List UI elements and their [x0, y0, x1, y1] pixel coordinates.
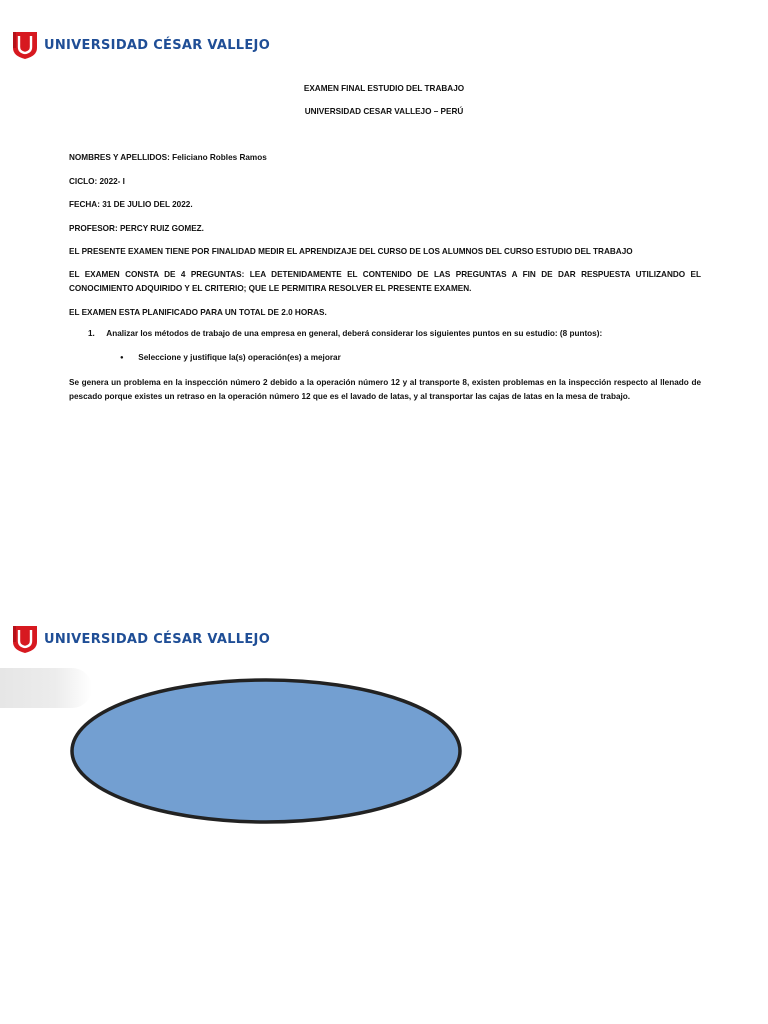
- question-text: Analizar los métodos de trabajo de una empresa en general, deberá considerar los siguientes puntos en su estudio: (8 puntos):: [106, 329, 603, 338]
- exam-subtitle: UNIVERSIDAD CESAR VALLEJO – PERÚ: [304, 107, 464, 116]
- university-logo-page-2: [12, 624, 270, 654]
- bullet-icon: ●: [120, 355, 124, 361]
- exam-duration: EL EXAMEN ESTA PLANIFICADO PARA UN TOTAL DE 2.0 HORAS.: [69, 308, 327, 317]
- question-number: 1.: [88, 329, 95, 338]
- question-1-bullet: [120, 353, 341, 362]
- blue-ellipse-shape: [68, 676, 464, 826]
- exam-instructions: EL EXAMEN CONSTA DE 4 PREGUNTAS: LEA DETENIDAMENTE EL CONTENIDO DE LAS PREGUNTAS A FIN DE DAR RESPUESTA UTILIZANDO EL CONOCIMIENTO ADQUIRIDO Y EL CRITERIO; QUE LE PERMITIRA RESOLVER EL PRESENTE EXAMEN.: [69, 270, 701, 293]
- logo-text: UNIVERSIDAD CÉSAR VALLEJO: [44, 631, 271, 647]
- university-logo: [12, 30, 270, 60]
- answer-text: Se genera un problema en la inspección número 2 debido a la operación número 12 y al transporte 8, existen problemas en la inspección respecto al llenado de pescado porque existes un retraso en la operación número 12 que es el lavado de latas, y al transportar las cajas de latas en la mesa de trabajo.: [69, 378, 701, 401]
- student-name: NOMBRES Y APELLIDOS: Feliciano Robles Ramos: [69, 153, 267, 162]
- exam-title: EXAMEN FINAL ESTUDIO DEL TRABAJO: [303, 84, 465, 93]
- question-1: [88, 329, 602, 338]
- cycle: CICLO: 2022- I: [69, 177, 125, 186]
- exam-date: FECHA: 31 DE JULIO DEL 2022.: [69, 200, 193, 209]
- bullet-text: Seleccione y justifique la(s) operación(es) a mejorar: [138, 353, 341, 362]
- ucv-shield-icon: [12, 624, 38, 654]
- logo-text: UNIVERSIDAD CÉSAR VALLEJO: [44, 37, 271, 53]
- ucv-shield-icon: [12, 30, 38, 60]
- professor: PROFESOR: PERCY RUIZ GOMEZ.: [69, 224, 204, 233]
- exam-purpose: EL PRESENTE EXAMEN TIENE POR FINALIDAD MEDIR EL APRENDIZAJE DEL CURSO DE LOS ALUMNOS DEL CURSO ESTUDIO DEL TRABAJO: [69, 247, 633, 256]
